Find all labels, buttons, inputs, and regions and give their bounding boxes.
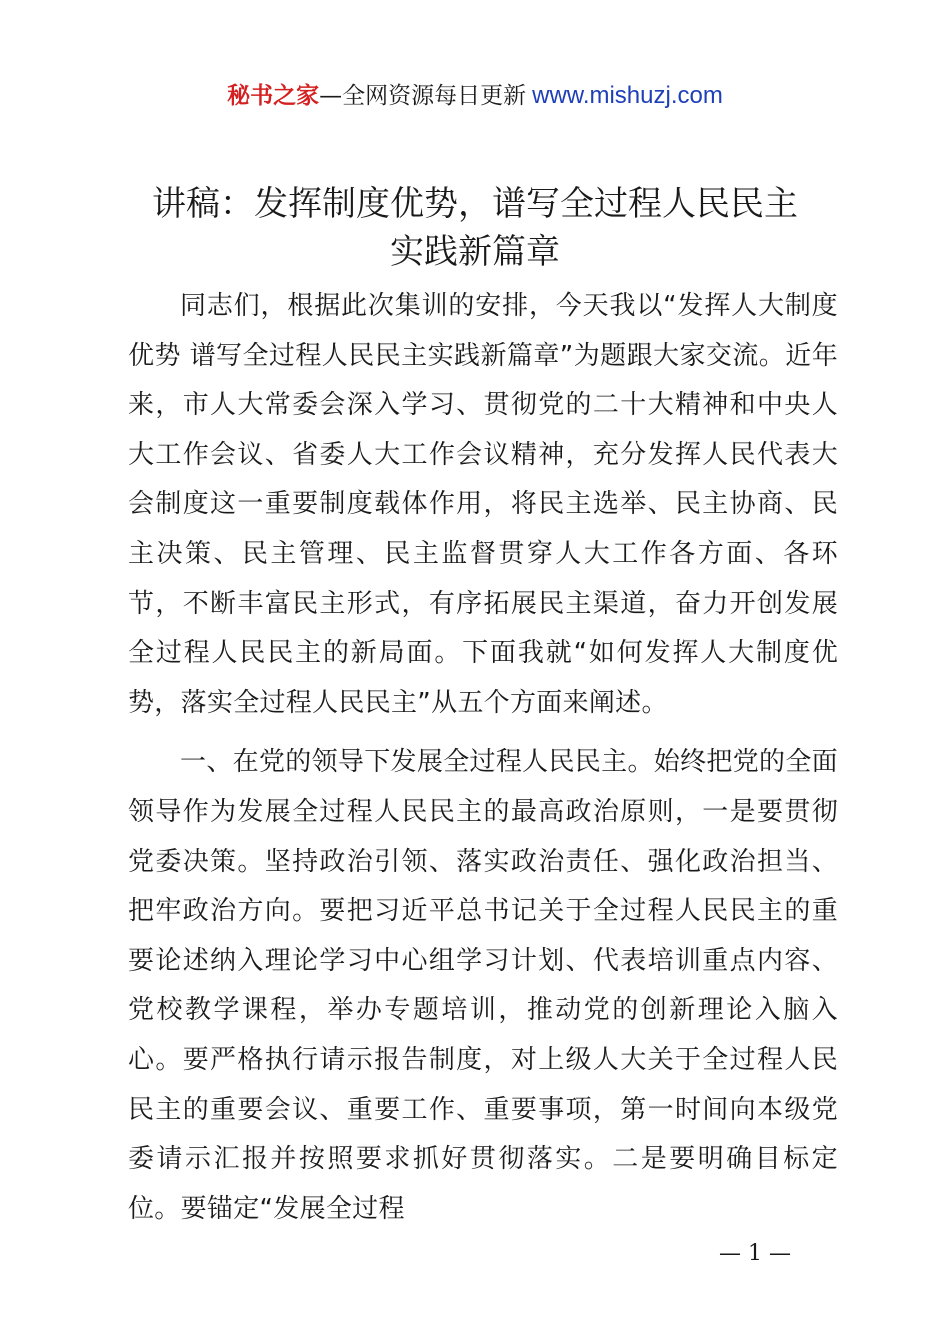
body-paragraph-2: 一、在党的领导下发展全过程人民民主。始终把党的全面领导作为发展全过程人民民主的最高政治原则，一是要贯彻党委决策。坚持政治引领、落实政治责任、强化政治担当、把牢政治方向。要把习近平总书记关于全过程人民民主的重要论述纳入理论学习中心组学习计划、代表培训重点内容、党校教学课程，举办专题培训，推动党的创新理论入脑入心。要严格执行请示报告制度，对上级人大关于全过程人民民主的重要会议、重要工作、重要事项，第一时间向本级党委请示汇报并按照要求抓好贯彻落实。二是要明确目标定位。要锚定“发展全过程 [128, 747, 838, 1224]
body-paragraph-1: 同志们，根据此次集训的安排，今天我以“发挥人大制度优势 谱写全过程人民民主实践新篇章”为题跟大家交流。近年来，市人大常委会深入学习、贯彻党的二十大精神和中央人大工作会议、省委人大工作会议精神，充分发挥人民代表大会制度这一重要制度载体作用，将民主选举、民主协商、民主决策、民主管理、民主监督贯穿人大工作各方面、各环节，不断丰富民主形式，有序拓展民主渠道，奋力开创发展全过程人民民主的新局面。下面我就“如何发挥人大制度优势，落实全过程人民民主”从五个方面来阐述。 [128, 291, 838, 718]
document-body [128, 282, 838, 1234]
document-title-line-2: 实践新篇章 [390, 232, 560, 272]
site-brand: 秘书之家 [227, 83, 320, 109]
site-slogan: —全网资源每日更新 [319, 83, 527, 109]
site-header [0, 80, 950, 112]
site-url-link[interactable]: www.mishuzj.com [532, 82, 723, 109]
page-number: — 1 — [719, 1241, 791, 1266]
document-title [100, 180, 850, 276]
document-title-line-1: 讲稿：发挥制度优势，谱写全过程人民民主 [152, 184, 798, 224]
